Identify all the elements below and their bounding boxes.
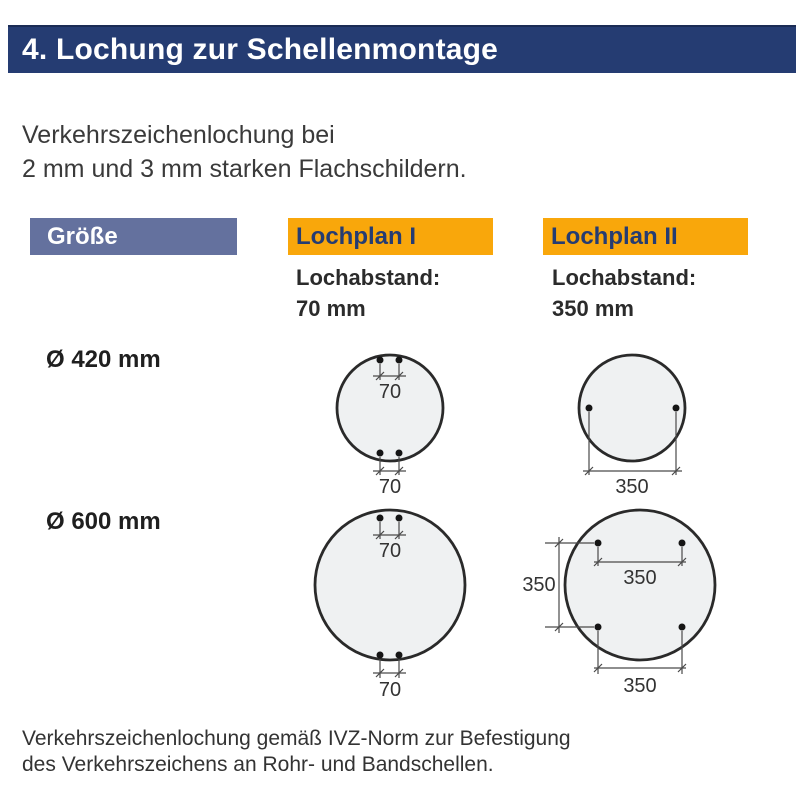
diagram-600-lochplan1 bbox=[290, 495, 510, 710]
lochabstand-plan1-caption: Lochabstand: bbox=[296, 265, 441, 290]
column-header-size bbox=[30, 218, 237, 255]
column-header-lochplan2 bbox=[543, 218, 748, 255]
dimension-label-top: 70 bbox=[378, 381, 402, 403]
section-title: 4. Lochung zur Schellenmontage bbox=[22, 33, 499, 66]
mounting-hole bbox=[396, 652, 403, 659]
dimension-label-inner: 350 bbox=[623, 567, 657, 589]
footer-text bbox=[22, 726, 571, 778]
mounting-hole bbox=[377, 357, 384, 364]
size-label-420: Ø 420 mm bbox=[46, 346, 161, 373]
lochabstand-plan1-value: 70 mm bbox=[296, 296, 366, 321]
mounting-hole bbox=[595, 624, 602, 631]
mounting-hole bbox=[377, 652, 384, 659]
diagram-420-lochplan2 bbox=[540, 330, 760, 500]
column-header-lochplan2-label: Lochplan II bbox=[551, 222, 678, 250]
diagram-420-lochplan1 bbox=[280, 330, 500, 500]
dimension-label-bottom: 350 bbox=[615, 476, 649, 498]
mounting-hole bbox=[673, 405, 680, 412]
mounting-hole bbox=[377, 450, 384, 457]
mounting-hole bbox=[396, 450, 403, 457]
dimension-label-bottom: 70 bbox=[378, 679, 402, 701]
mounting-hole bbox=[377, 515, 384, 522]
dimension-label-left: 350 bbox=[522, 574, 556, 596]
mounting-hole bbox=[586, 405, 593, 412]
column-header-lochplan1-label: Lochplan I bbox=[296, 222, 416, 250]
lochabstand-plan1 bbox=[296, 262, 440, 324]
intro-line-1: Verkehrszeichenlochung bei bbox=[22, 121, 335, 149]
intro-line-2: 2 mm und 3 mm starken Flachschildern. bbox=[22, 155, 467, 183]
column-header-lochplan1 bbox=[288, 218, 493, 255]
mounting-hole bbox=[679, 624, 686, 631]
footer-line-1: Verkehrszeichenlochung gemäß IVZ-Norm zur Befestigung bbox=[22, 727, 571, 750]
mounting-hole bbox=[595, 540, 602, 547]
sign-disc bbox=[337, 355, 443, 461]
dimension-label-bottom: 350 bbox=[623, 675, 657, 697]
size-label-600: Ø 600 mm bbox=[46, 508, 161, 535]
sign-disc bbox=[315, 510, 465, 660]
sign-disc bbox=[579, 355, 685, 461]
section-header-bar bbox=[8, 25, 796, 73]
mounting-hole bbox=[396, 357, 403, 364]
lochabstand-plan2-value: 350 mm bbox=[552, 296, 634, 321]
column-header-size-label: Größe bbox=[47, 222, 118, 250]
dimension-label-top: 70 bbox=[378, 540, 402, 562]
mounting-hole bbox=[679, 540, 686, 547]
mounting-hole bbox=[396, 515, 403, 522]
intro-text bbox=[22, 118, 467, 186]
diagram-600-lochplan2 bbox=[510, 495, 780, 710]
lochabstand-plan2-caption: Lochabstand: bbox=[552, 265, 697, 290]
footer-line-2: des Verkehrszeichens an Rohr- und Bandschellen. bbox=[22, 753, 494, 776]
dimension-lines-bottom bbox=[373, 659, 406, 678]
dimension-label-bottom: 70 bbox=[378, 476, 402, 498]
lochabstand-plan2 bbox=[552, 262, 696, 324]
